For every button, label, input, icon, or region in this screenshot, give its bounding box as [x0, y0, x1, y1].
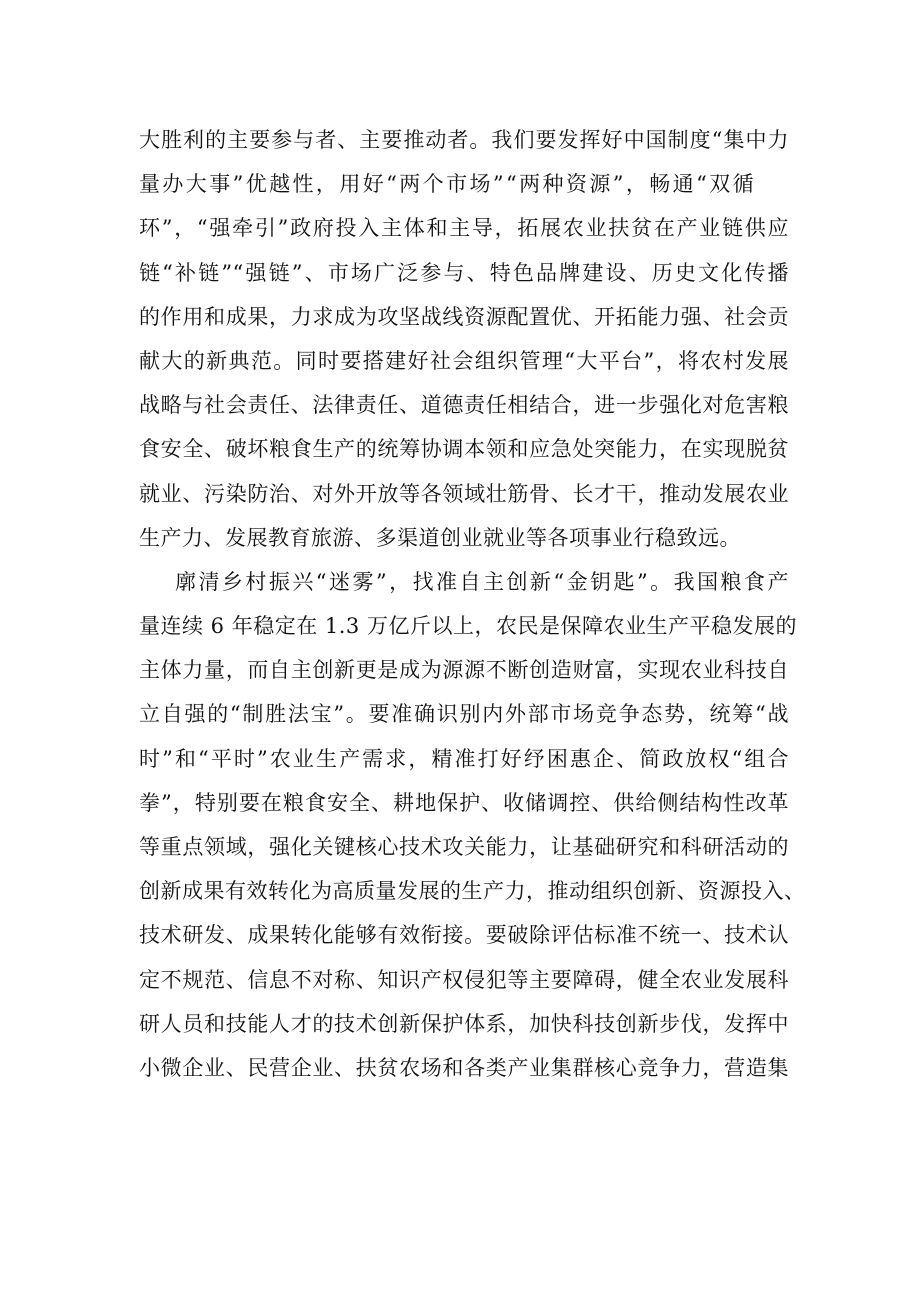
- text-line: 的作用和成果，力求成为攻坚战线资源配置优、开拓能力强、社会贡: [139, 304, 789, 329]
- text-line: 拳”，特别要在粮食安全、耕地保护、收储调控、供给侧结构性改革: [139, 790, 789, 815]
- text-line: 链“补链”“强链”、市场广泛参与、特色品牌建设、历史文化传播: [139, 260, 789, 285]
- text-line: 创新成果有效转化为高质量发展的生产力，推动组织创新、资源投入、: [139, 879, 806, 904]
- text-line: 研人员和技能人才的技术创新保护体系，加快科技创新步伐，发挥中: [139, 1011, 789, 1036]
- paragraph-1: [139, 118, 789, 560]
- text-line: 时”和“平时”农业生产需求，精准打好纾困惠企、简政放权“组合: [139, 746, 789, 771]
- text-line: 量连续 6 年稳定在 1.3 万亿斤以上，农民是保障农业生产平稳发展的: [139, 614, 797, 639]
- text-line: 廓清乡村振兴“迷雾”，找准自主创新“金钥匙”。我国粮食产: [175, 569, 789, 594]
- text-line: 就业、污染防治、对外开放等各领域壮筋骨、长才干，推动发展农业: [139, 481, 789, 506]
- text-line: 环”，“强牵引”政府投入主体和主导，拓展农业扶贫在产业链供应: [139, 216, 789, 241]
- paragraph-2: [139, 560, 806, 1090]
- text-line: 大胜利的主要参与者、主要推动者。我们要发挥好中国制度“集中力: [139, 128, 789, 152]
- text-line: 战略与社会责任、法律责任、道德责任相结合，进一步强化对危害粮: [139, 393, 789, 418]
- text-line: 生产力、发展教育旅游、多渠道创业就业等各项事业行稳致远。: [139, 525, 741, 550]
- text-line: 定不规范、信息不对称、知识产权侵犯等主要障碍，健全农业发展科: [139, 967, 789, 992]
- text-line: 等重点领域，强化关键核心技术攻关能力，让基础研究和科研活动的: [139, 835, 789, 859]
- text-line: 技术研发、成果转化能够有效衔接。要破除评估标准不统一、技术认: [139, 923, 789, 948]
- text-line: 食安全、破坏粮食生产的统筹协调本领和应急处突能力，在实现脱贫: [139, 437, 789, 462]
- text-line: 主体力量，而自主创新更是成为源源不断创造财富，实现农业科技自: [139, 658, 789, 683]
- text-line: 量办大事”优越性，用好“两个市场”“两种资源”，畅通“双循: [139, 172, 757, 197]
- text-line: 献大的新典范。同时要搭建好社会组织管理“大平台”，将农村发展: [139, 348, 789, 373]
- body-text: [139, 118, 806, 1090]
- text-line: 小微企业、民营企业、扶贫农场和各类产业集群核心竞争力，营造集: [139, 1055, 789, 1080]
- text-line: 立自强的“制胜法宝”。要准确识别内外部市场竞争态势，统筹“战: [139, 702, 789, 727]
